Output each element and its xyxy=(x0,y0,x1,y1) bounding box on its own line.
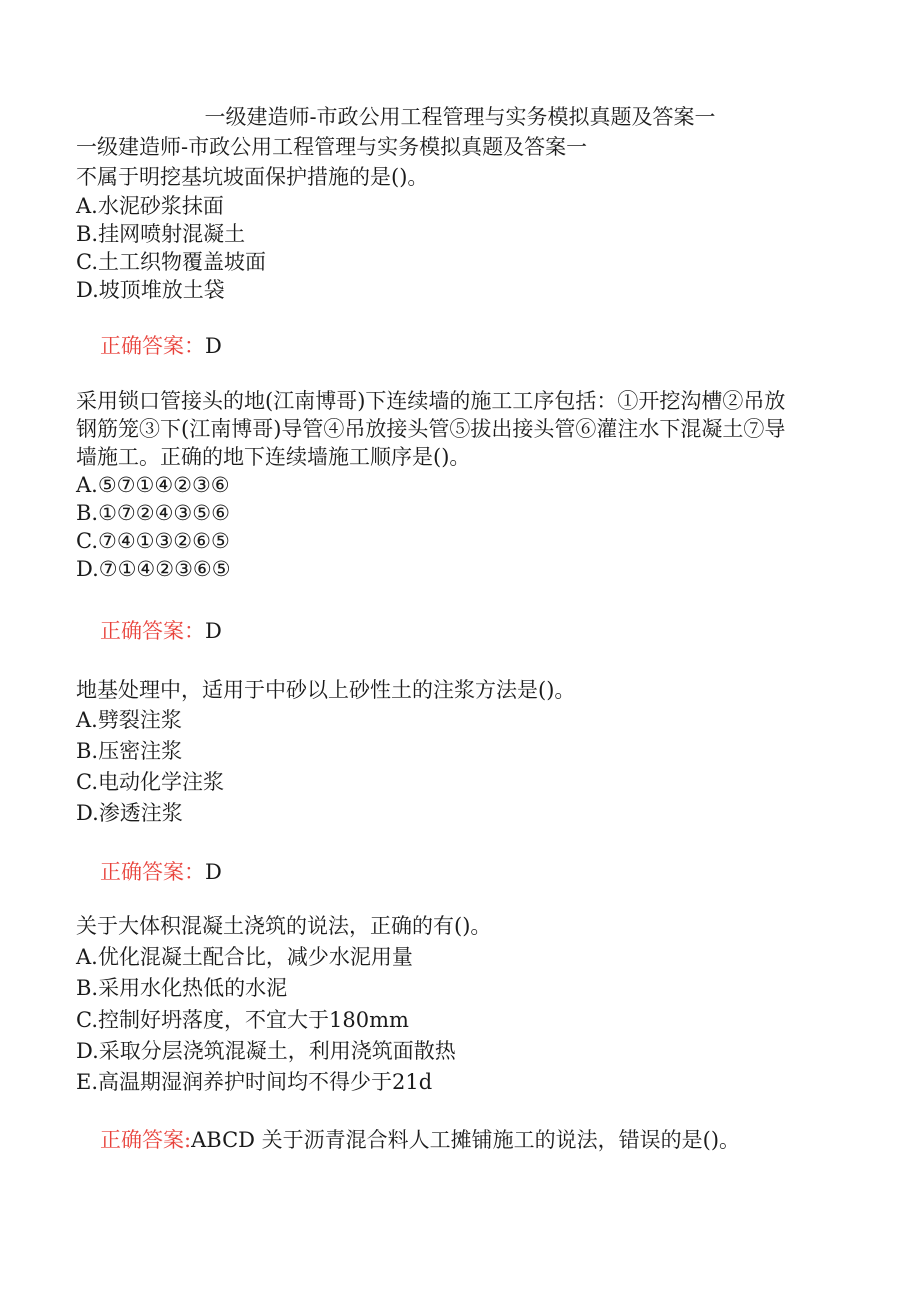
question-3-option-a: A.劈裂注浆 xyxy=(76,708,182,732)
answer-value: D xyxy=(205,334,222,358)
question-1-option-d: D.坡顶堆放土袋 xyxy=(76,278,225,302)
answer-label: 正确答案： xyxy=(100,619,205,643)
question-3-stem: 地基处理中，适用于中砂以上砂性土的注浆方法是()。 xyxy=(76,678,576,702)
answer-value: D xyxy=(205,860,222,884)
question-2-stem-line-2: 钢筋笼③下(江南博哥)导管④吊放接头管⑤拔出接头管⑥灌注水下混凝土⑦导 xyxy=(76,417,786,441)
question-4-option-e: E.高温期湿润养护时间均不得少于21d xyxy=(76,1070,433,1094)
question-4-option-d: D.采取分层浇筑混凝土，利用浇筑面散热 xyxy=(76,1039,456,1063)
question-4-answer xyxy=(100,1126,740,1154)
question-3-option-b: B.压密注浆 xyxy=(76,739,183,763)
answer-value: ABCD 关于沥青混合料人工摊铺施工的说法，错误的是()。 xyxy=(191,1128,741,1152)
document-title: 一级建造师-市政公用工程管理与实务模拟真题及答案一 xyxy=(204,105,716,129)
document-subtitle: 一级建造师-市政公用工程管理与实务模拟真题及答案一 xyxy=(76,135,588,159)
answer-value: D xyxy=(205,619,222,643)
question-1-option-a: A.水泥砂浆抹面 xyxy=(76,194,224,218)
question-4-option-c: C.控制好坍落度，不宜大于180mm xyxy=(76,1008,409,1032)
question-4-option-b: B.采用水化热低的水泥 xyxy=(76,976,288,1000)
question-3-option-d: D.渗透注浆 xyxy=(76,801,183,825)
question-4-stem: 关于大体积混凝土浇筑的说法，正确的有()。 xyxy=(76,914,492,938)
question-3-option-c: C.电动化学注浆 xyxy=(76,770,224,794)
question-4-option-a: A.优化混凝土配合比，减少水泥用量 xyxy=(76,945,413,969)
question-2-stem-line-1: 采用锁口管接头的地(江南博哥)下连续墙的施工工序包括：①开挖沟槽②吊放 xyxy=(76,389,786,413)
question-1-option-b: B.挂网喷射混凝土 xyxy=(76,222,246,246)
question-2-option-a: A.⑤⑦①④②③⑥ xyxy=(76,473,230,497)
question-1-answer xyxy=(100,332,222,360)
question-2-stem-line-3: 墙施工。正确的地下连续墙施工顺序是()。 xyxy=(76,445,471,469)
answer-label: 正确答案： xyxy=(100,860,205,884)
question-2-option-c: C.⑦④①③②⑥⑤ xyxy=(76,529,230,553)
question-1-stem: 不属于明挖基坑坡面保护措施的是()。 xyxy=(76,165,429,189)
question-2-option-b: B.①⑦②④③⑤⑥ xyxy=(76,501,230,525)
question-1-option-c: C.土工织物覆盖坡面 xyxy=(76,250,266,274)
answer-label: 正确答案： xyxy=(100,334,205,358)
question-2-answer xyxy=(100,617,222,645)
question-2-option-d: D.⑦①④②③⑥⑤ xyxy=(76,557,231,581)
question-3-answer xyxy=(100,858,222,886)
answer-label: 正确答案: xyxy=(100,1128,192,1152)
